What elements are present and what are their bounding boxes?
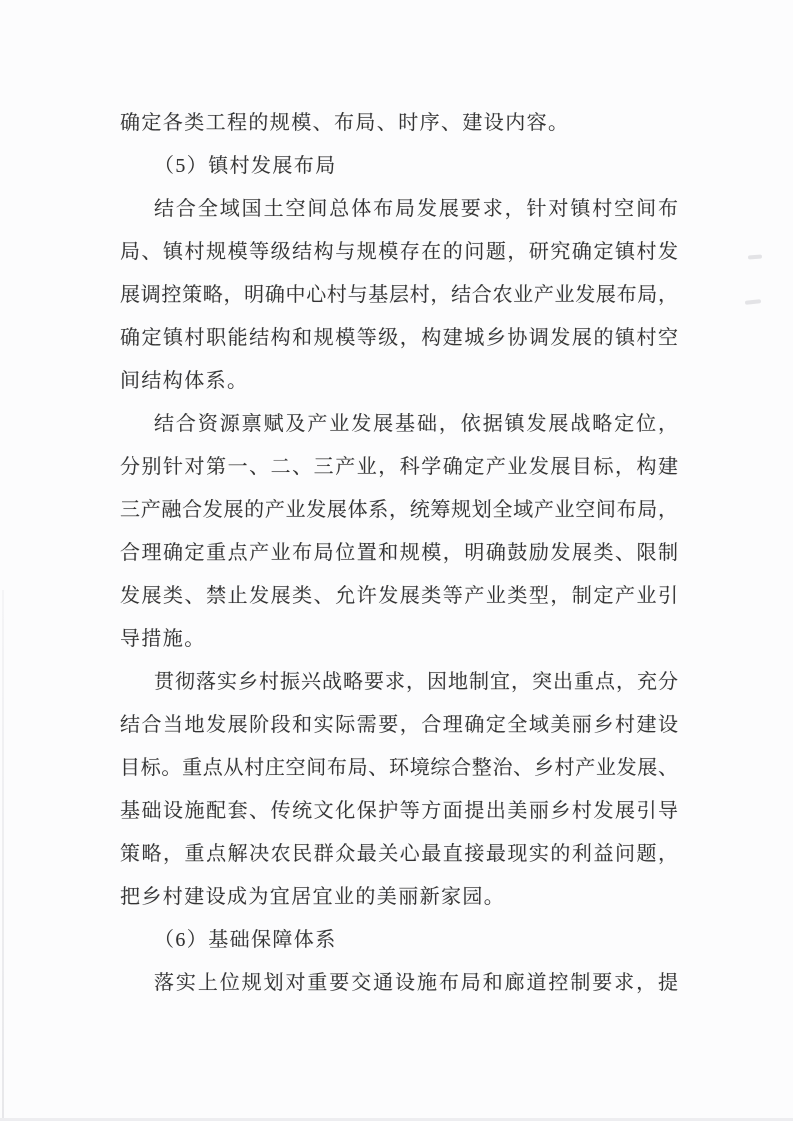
heading-section-6	[120, 919, 678, 962]
text-line: 确定镇村职能结构和规模等级，构建城乡协调发展的镇村空	[120, 327, 678, 349]
text-line: 目标。重点从村庄空间布局、环境综合整治、乡村产业发展、	[120, 757, 678, 779]
text-line: 把乡村建设成为宜居宜业的美丽新家园。	[120, 886, 506, 908]
text-line: 发展类、禁止发展类、允许发展类等产业类型，制定产业引	[120, 585, 678, 607]
section-heading: （5）镇村发展布局	[154, 155, 337, 177]
scan-smudge	[745, 299, 761, 305]
scan-smudge	[748, 255, 762, 260]
paragraph-rural-revitalization	[120, 661, 678, 919]
text-line: 确定各类工程的规模、布局、时序、建设内容。	[120, 112, 570, 134]
paragraph-town-village-layout	[120, 188, 678, 403]
heading-section-5	[120, 145, 678, 188]
text-line: 三产融合发展的产业发展体系，统筹规划全域产业空间布局，	[120, 499, 678, 521]
text-line: 基础设施配套、传统文化保护等方面提出美丽乡村发展引导	[120, 800, 678, 822]
section-heading: （6）基础保障体系	[154, 929, 337, 951]
text-line: 策略，重点解决农民群众最关心最直接最现实的利益问题，	[120, 843, 678, 865]
text-line: 落实上位规划对重要交通设施布局和廊道控制要求，提	[154, 972, 678, 994]
text-line: 导措施。	[120, 628, 206, 650]
text-line: 局、镇村规模等级结构与规模存在的问题，研究确定镇村发	[120, 241, 678, 263]
text-line: 结合当地发展阶段和实际需要，合理确定全域美丽乡村建设	[120, 714, 678, 736]
text-block	[120, 102, 678, 1005]
text-line: 结合资源禀赋及产业发展基础，依据镇发展战略定位，	[154, 413, 678, 435]
text-line: 贯彻落实乡村振兴战略要求，因地制宜，突出重点，充分	[154, 671, 678, 693]
text-line: 合理确定重点产业布局位置和规模，明确鼓励发展类、限制	[120, 542, 678, 564]
paragraph-continuation	[120, 102, 678, 145]
text-line: 间结构体系。	[120, 370, 249, 392]
text-line: 分别针对第一、二、三产业，科学确定产业发展目标，构建	[120, 456, 678, 478]
text-line: 展调控策略，明确中心村与基层村，结合农业产业发展布局，	[120, 284, 678, 306]
paragraph-infrastructure	[120, 962, 678, 1005]
paragraph-industry-development	[120, 403, 678, 661]
text-line: 结合全域国土空间总体布局发展要求，针对镇村空间布	[154, 198, 678, 220]
scan-edge-left	[2, 590, 4, 1121]
